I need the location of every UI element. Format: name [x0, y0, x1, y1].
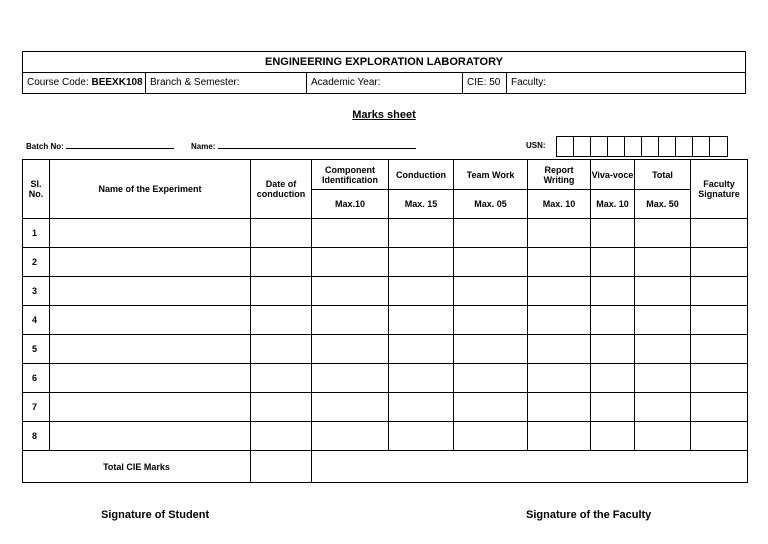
usn-box[interactable] — [608, 137, 625, 156]
max-team-work: Max. 05 — [454, 190, 528, 219]
cie-label: CIE: — [467, 77, 487, 88]
cell-experiment[interactable] — [50, 219, 251, 248]
cell-date[interactable] — [251, 277, 312, 306]
table-row — [23, 335, 748, 364]
cell-signature[interactable] — [691, 393, 748, 422]
cell-signature[interactable] — [691, 248, 748, 277]
cell-component[interactable] — [312, 393, 389, 422]
cell-viva[interactable] — [591, 248, 635, 277]
cell-date[interactable] — [251, 393, 312, 422]
header-box — [22, 51, 746, 94]
total-cie-label: Total CIE Marks — [23, 451, 251, 483]
usn-box[interactable] — [642, 137, 659, 156]
faculty-label: Faculty: — [511, 77, 547, 88]
usn-box[interactable] — [574, 137, 591, 156]
cell-component[interactable] — [312, 277, 389, 306]
cell-report[interactable] — [528, 248, 591, 277]
usn-box[interactable] — [625, 137, 642, 156]
total-row — [23, 451, 748, 483]
cell-report[interactable] — [528, 219, 591, 248]
cell-team-work[interactable] — [454, 364, 528, 393]
usn-box[interactable] — [676, 137, 693, 156]
cell-viva[interactable] — [591, 277, 635, 306]
course-code-value: BEEXK108 — [91, 77, 143, 88]
batch-field[interactable] — [26, 141, 174, 151]
cell-viva[interactable] — [591, 364, 635, 393]
name-label: Name: — [191, 142, 216, 151]
cell-conduction[interactable] — [389, 335, 454, 364]
usn-box[interactable] — [693, 137, 710, 156]
table-row — [23, 277, 748, 306]
max-conduction: Max. 15 — [389, 190, 454, 219]
col-conduction: Conduction — [389, 160, 454, 190]
cell-conduction[interactable] — [389, 248, 454, 277]
cell-report[interactable] — [528, 393, 591, 422]
cell-conduction[interactable] — [389, 393, 454, 422]
name-field[interactable] — [191, 141, 416, 151]
cell-conduction[interactable] — [389, 219, 454, 248]
cell-date[interactable] — [251, 306, 312, 335]
cell-component[interactable] — [312, 364, 389, 393]
total-row-blank — [312, 451, 748, 483]
cell-total[interactable] — [635, 393, 691, 422]
col-team-work: Team Work — [454, 160, 528, 190]
cell-team-work[interactable] — [454, 277, 528, 306]
col-sl-no: Sl. No. — [23, 160, 50, 219]
cell-signature[interactable] — [691, 219, 748, 248]
faculty-cell — [507, 73, 745, 93]
cell-component[interactable] — [312, 248, 389, 277]
max-report: Max. 10 — [528, 190, 591, 219]
cell-experiment[interactable] — [50, 306, 251, 335]
cell-team-work[interactable] — [454, 306, 528, 335]
col-experiment: Name of the Experiment — [50, 160, 251, 219]
cell-team-work[interactable] — [454, 335, 528, 364]
name-blank[interactable] — [218, 141, 416, 149]
cell-date[interactable] — [251, 219, 312, 248]
cell-report[interactable] — [528, 364, 591, 393]
table-row — [23, 393, 748, 422]
cell-signature[interactable] — [691, 364, 748, 393]
col-faculty-signature: Faculty Signature — [691, 160, 748, 219]
cie-cell — [463, 73, 507, 93]
cell-component[interactable] — [312, 335, 389, 364]
cell-total[interactable] — [635, 277, 691, 306]
max-total: Max. 50 — [635, 190, 691, 219]
max-viva: Max. 10 — [591, 190, 635, 219]
marks-table — [22, 159, 748, 483]
cell-total[interactable] — [635, 306, 691, 335]
row-number: 6 — [23, 364, 50, 393]
signature-faculty: Signature of the Faculty — [526, 509, 652, 521]
cell-date[interactable] — [251, 422, 312, 451]
cell-total[interactable] — [635, 335, 691, 364]
branch-semester-cell — [146, 73, 307, 93]
signature-student: Signature of Student — [101, 509, 210, 521]
cell-report[interactable] — [528, 422, 591, 451]
cell-total[interactable] — [635, 364, 691, 393]
cell-viva[interactable] — [591, 306, 635, 335]
usn-box[interactable] — [557, 137, 574, 156]
cell-date[interactable] — [251, 248, 312, 277]
batch-blank[interactable] — [66, 141, 174, 149]
cell-conduction[interactable] — [389, 422, 454, 451]
cell-report[interactable] — [528, 277, 591, 306]
cell-conduction[interactable] — [389, 364, 454, 393]
table-row — [23, 248, 748, 277]
row-number: 1 — [23, 219, 50, 248]
usn-boxes[interactable] — [556, 136, 728, 157]
marks-sheet-title: Marks sheet — [352, 109, 416, 121]
row-number: 3 — [23, 277, 50, 306]
course-code-label: Course Code: — [27, 77, 89, 88]
cell-total[interactable] — [635, 248, 691, 277]
cell-team-work[interactable] — [454, 248, 528, 277]
cell-viva[interactable] — [591, 393, 635, 422]
cell-experiment[interactable] — [50, 422, 251, 451]
cie-value: 50 — [489, 77, 501, 88]
cell-total[interactable] — [635, 422, 691, 451]
cell-team-work[interactable] — [454, 393, 528, 422]
cell-component[interactable] — [312, 219, 389, 248]
row-number: 2 — [23, 248, 50, 277]
row-number: 5 — [23, 335, 50, 364]
batch-label: Batch No: — [26, 142, 64, 151]
cell-signature[interactable] — [691, 422, 748, 451]
cell-team-work[interactable] — [454, 219, 528, 248]
table-row — [23, 364, 748, 393]
col-report: Report Writing — [528, 160, 591, 190]
row-number: 7 — [23, 393, 50, 422]
usn-box[interactable] — [659, 137, 676, 156]
row-number: 8 — [23, 422, 50, 451]
col-total: Total — [635, 160, 691, 190]
table-row — [23, 219, 748, 248]
row-number: 4 — [23, 306, 50, 335]
col-viva: Viva-voce — [591, 160, 635, 190]
cell-report[interactable] — [528, 335, 591, 364]
cell-conduction[interactable] — [389, 306, 454, 335]
lab-title: ENGINEERING EXPLORATION LABORATORY — [23, 52, 745, 73]
cell-team-work[interactable] — [454, 422, 528, 451]
col-date: Date of conduction — [251, 160, 312, 219]
cell-experiment[interactable] — [50, 393, 251, 422]
col-component: Component Identification — [312, 160, 389, 190]
max-component: Max.10 — [312, 190, 389, 219]
cell-experiment[interactable] — [50, 277, 251, 306]
cell-experiment[interactable] — [50, 335, 251, 364]
cell-component[interactable] — [312, 422, 389, 451]
cell-conduction[interactable] — [389, 277, 454, 306]
academic-year-cell — [307, 73, 463, 93]
usn-box[interactable] — [591, 137, 608, 156]
cell-report[interactable] — [528, 306, 591, 335]
cell-experiment[interactable] — [50, 248, 251, 277]
course-code-cell — [23, 73, 146, 93]
academic-year-label: Academic Year: — [311, 77, 381, 88]
table-header-row — [23, 160, 748, 190]
header-info-row — [23, 73, 745, 93]
cell-viva[interactable] — [591, 219, 635, 248]
usn-box[interactable] — [710, 137, 727, 156]
cell-date[interactable] — [251, 335, 312, 364]
usn-label: USN: — [526, 141, 546, 150]
total-cie-value-cell[interactable] — [251, 451, 312, 483]
cell-signature[interactable] — [691, 306, 748, 335]
cell-viva[interactable] — [591, 335, 635, 364]
cell-component[interactable] — [312, 306, 389, 335]
table-row — [23, 422, 748, 451]
cell-signature[interactable] — [691, 277, 748, 306]
branch-semester-label: Branch & Semester: — [150, 77, 240, 88]
cell-date[interactable] — [251, 364, 312, 393]
cell-experiment[interactable] — [50, 364, 251, 393]
cell-total[interactable] — [635, 219, 691, 248]
table-row — [23, 306, 748, 335]
cell-viva[interactable] — [591, 422, 635, 451]
cell-signature[interactable] — [691, 335, 748, 364]
